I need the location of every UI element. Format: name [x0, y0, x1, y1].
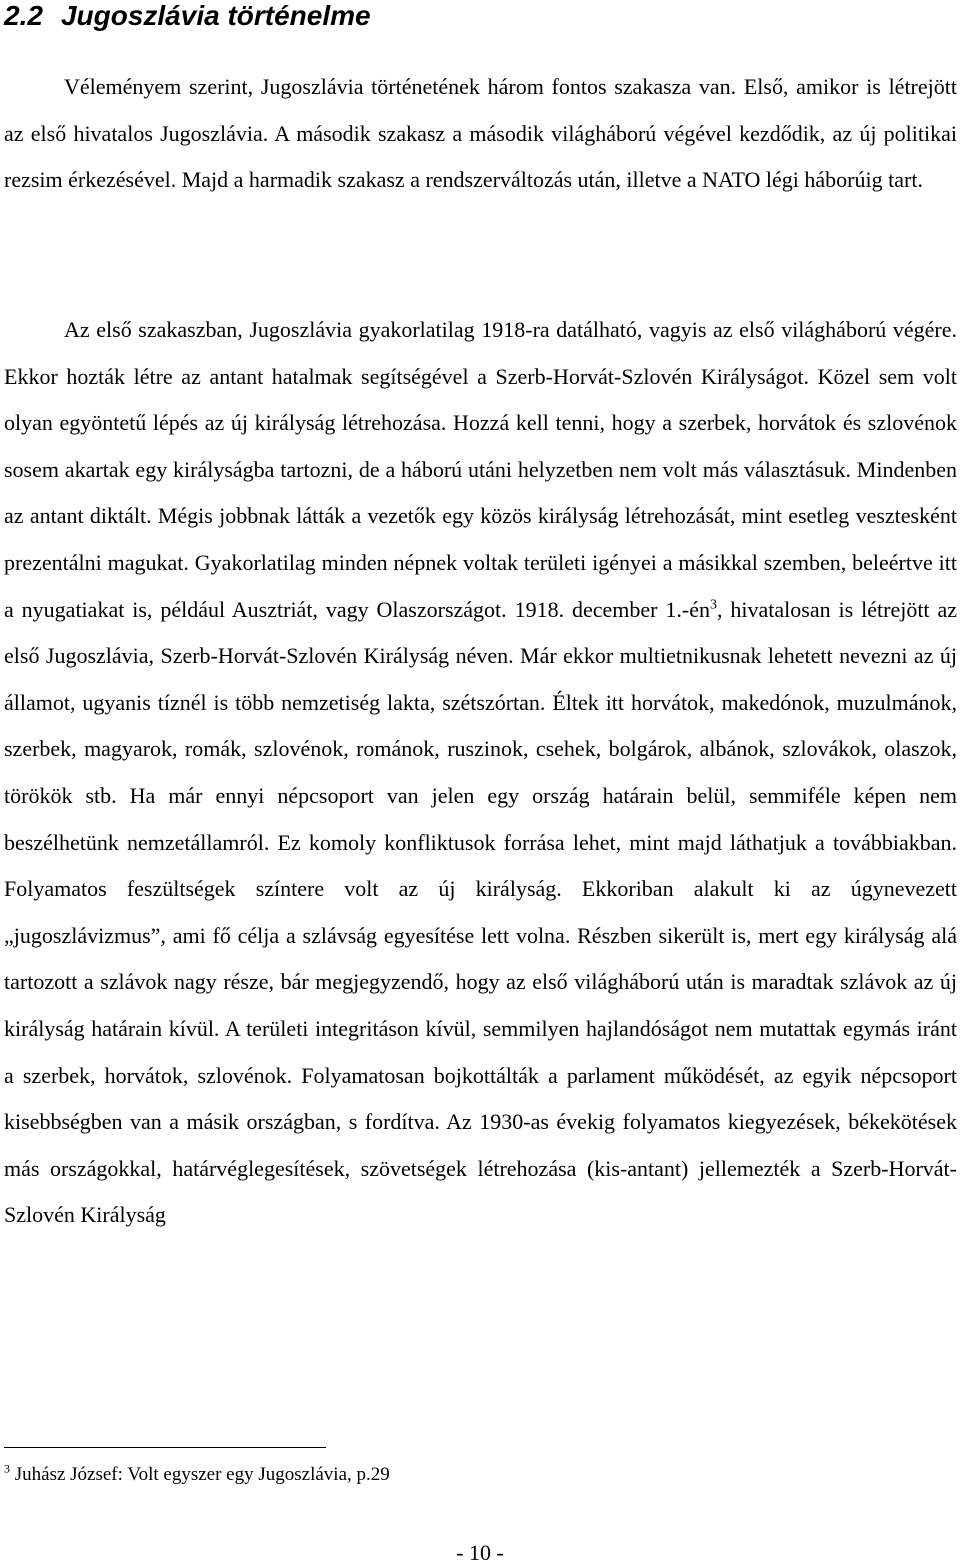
footnote-text: Juhász József: Volt egyszer egy Jugoszlávia, p.29 — [14, 1464, 390, 1485]
section-title: Jugoszlávia történelme — [60, 0, 371, 31]
paragraph-2 — [4, 307, 957, 1239]
footnote-reference[interactable]: 3 — [710, 597, 717, 613]
page-number: - 10 - — [456, 1540, 504, 1565]
footnote-marker: 3 — [4, 1461, 10, 1476]
section-number: 2.2 — [4, 0, 43, 31]
paragraph-2-text-b: , hivatalosan is létrejött az első Jugoszlávia, Szerb-Horvát-Szlovén Királyság néven. Már ekkor multietnikusnak lehetett nevezni az új államot, ugyanis tíznél is több nemzetiség lakta, szétszórtan. Éltek itt horvátok, makedónok, muzulmánok, szerbek, magyarok, romák, szlovénok, románok, ruszinok, csehek, bolgárok, albánok, szlovákok, olaszok, törökök stb. Ha már ennyi népcsoport van jelen egy ország határain belül, semmiféle képen nem beszélhetünk nemzetállamról. Ez komoly konfliktusok forrása lehet, mint majd láthatjuk a továbbiakban. Folyamatos feszültségek színtere volt az új királyság. Ekkoriban alakult ki az úgynevezett „jugoszlávizmus”, ami fő célja a szlávság egyesítése lett volna. Részben sikerült is, mert egy királyság alá tartozott a szlávok nagy része, bár megjegyzendő, hogy az első világháború után is maradtak szlávok az új királyság határain kívül. A területi integritáson kívül, semmilyen hajlandóságot nem mutattak egymás iránt a szerbek, horvátok, szlovénok. Folyamatosan bojkottálták a parlament működését, az egyik népcsoport kisebbségben van a másik országban, s fordítva. Az 1930-as évekig folyamatos kiegyezések, békekötések más országokkal, határvéglegesítések, szövetségek létrehozása (kis-antant) jellemezték a Szerb-Horvát-Szlovén Királyság — [4, 596, 957, 1228]
footnote — [4, 1463, 390, 1487]
paragraph-2-text-a: Az első szakaszban, Jugoszlávia gyakorlatilag 1918-ra datálható, vagyis az első világháború végére. Ekkor hozták létre az antant hatalmak segítségével a Szerb-Horvát-Szlovén Királyságot. Közel sem volt olyan egyöntetű lépés az új királyság létrehozása. Hozzá kell tenni, hogy a szerbek, horvátok és szlovénok sosem akartak egy királyságba tartozni, de a háború utáni helyzetben nem volt más választásuk. Mindenben az antant diktált. Mégis jobbnak látták a vezetők egy közös királyság létrehozását, mint esetleg vesztesként prezentálni magukat. Gyakorlatilag minden népnek voltak területi igényei a másikkal szemben, beleértve itt a nyugatiakat is, például Ausztriát, vagy Olaszországot. 1918. december 1.-én — [4, 317, 957, 622]
paragraph-1-text: Véleményem szerint, Jugoszlávia történetének három fontos szakasza van. Első, amikor is létrejött az első hivatalos Jugoszlávia. A második szakasz a második világháború végével kezdődik, az új politikai rezsim érkezésével. Majd a harmadik szakasz a rendszerváltozás után, illetve a NATO légi háborúig tart. — [4, 74, 957, 193]
paragraph-1 — [4, 64, 957, 204]
footnote-separator — [4, 1447, 326, 1448]
section-heading — [4, 0, 371, 32]
